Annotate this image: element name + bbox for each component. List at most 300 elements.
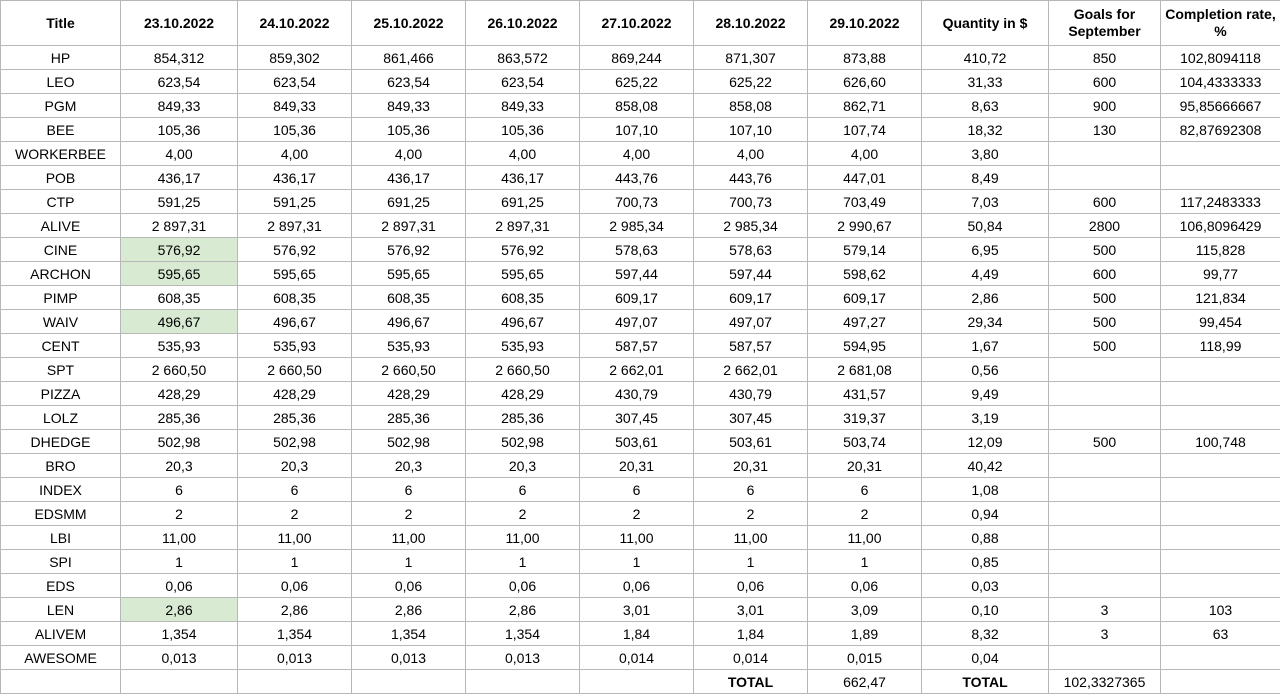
cell-date-3[interactable]: 2 897,31 [352,214,466,238]
cell-date-5[interactable]: 430,79 [580,382,694,406]
cell-date-1[interactable]: 2 897,31 [121,214,238,238]
cell-date-5[interactable]: 0,06 [580,574,694,598]
cell-date-5[interactable]: 1 [580,550,694,574]
cell-date-5[interactable]: 2 [580,502,694,526]
cell-completion[interactable] [1161,166,1280,190]
cell-completion[interactable] [1161,454,1280,478]
cell-date-4[interactable]: 623,54 [466,70,580,94]
cell-date-7[interactable]: 4,00 [808,142,922,166]
cell-date-1[interactable]: 502,98 [121,430,238,454]
cell-date-4[interactable]: 849,33 [466,94,580,118]
total-label-2[interactable]: TOTAL [922,670,1049,694]
cell-date-6[interactable]: 2 [694,502,808,526]
cell-date-2[interactable]: 11,00 [238,526,352,550]
header-goals[interactable]: Goals for September [1049,1,1161,46]
cell-title[interactable]: EDS [1,574,121,598]
cell-date-5[interactable]: 20,31 [580,454,694,478]
cell-goal[interactable]: 600 [1049,262,1161,286]
cell-date-1[interactable]: 0,06 [121,574,238,598]
cell-date-5[interactable]: 6 [580,478,694,502]
cell-date-5[interactable]: 625,22 [580,70,694,94]
cell-date-1[interactable]: 436,17 [121,166,238,190]
cell-date-2[interactable]: 2 897,31 [238,214,352,238]
cell-title[interactable]: WAIV [1,310,121,334]
cell-date-2[interactable]: 4,00 [238,142,352,166]
cell-date-3[interactable]: 849,33 [352,94,466,118]
cell-date-3[interactable]: 595,65 [352,262,466,286]
cell-title[interactable]: SPI [1,550,121,574]
cell-date-2[interactable]: 2 660,50 [238,358,352,382]
cell-date-7[interactable]: 2 [808,502,922,526]
cell-date-6[interactable]: 609,17 [694,286,808,310]
cell-date-7[interactable]: 626,60 [808,70,922,94]
cell-date-1[interactable]: 1,354 [121,622,238,646]
cell-title[interactable]: LEN [1,598,121,622]
cell-date-1[interactable]: 285,36 [121,406,238,430]
cell-completion[interactable]: 100,748 [1161,430,1280,454]
cell-completion[interactable] [1161,142,1280,166]
cell-date-5[interactable]: 307,45 [580,406,694,430]
cell-goal[interactable]: 500 [1049,310,1161,334]
cell-completion[interactable] [1161,358,1280,382]
cell-date-3[interactable]: 11,00 [352,526,466,550]
header-date-7[interactable]: 29.10.2022 [808,1,922,46]
cell-goal[interactable] [1049,550,1161,574]
cell-date-6[interactable]: 443,76 [694,166,808,190]
cell-title[interactable]: SPT [1,358,121,382]
cell-date-2[interactable]: 502,98 [238,430,352,454]
header-date-2[interactable]: 24.10.2022 [238,1,352,46]
cell-date-4[interactable]: 0,06 [466,574,580,598]
cell-date-4[interactable]: 20,3 [466,454,580,478]
cell-date-5[interactable]: 609,17 [580,286,694,310]
cell-date-5[interactable]: 2 985,34 [580,214,694,238]
cell-date-4[interactable]: 502,98 [466,430,580,454]
cell-date-1[interactable]: 1 [121,550,238,574]
cell-goal[interactable] [1049,166,1161,190]
cell-date-3[interactable]: 608,35 [352,286,466,310]
cell-completion[interactable]: 104,4333333 [1161,70,1280,94]
cell-date-1[interactable]: 6 [121,478,238,502]
cell-quantity[interactable]: 0,04 [922,646,1049,670]
cell-date-5[interactable]: 0,014 [580,646,694,670]
cell-quantity[interactable]: 0,03 [922,574,1049,598]
cell-date-6[interactable]: 0,014 [694,646,808,670]
cell-title[interactable]: PIZZA [1,382,121,406]
cell-date-3[interactable]: 4,00 [352,142,466,166]
cell-date-2[interactable]: 436,17 [238,166,352,190]
cell-date-2[interactable]: 1,354 [238,622,352,646]
cell-quantity[interactable]: 8,49 [922,166,1049,190]
cell-date-7[interactable]: 503,74 [808,430,922,454]
cell-quantity[interactable]: 8,32 [922,622,1049,646]
cell-date-1[interactable]: 595,65 [121,262,238,286]
cell-date-7[interactable]: 431,57 [808,382,922,406]
cell-goal[interactable] [1049,478,1161,502]
cell-goal[interactable] [1049,406,1161,430]
cell-date-4[interactable]: 4,00 [466,142,580,166]
cell-date-7[interactable]: 594,95 [808,334,922,358]
cell-date-2[interactable]: 20,3 [238,454,352,478]
cell-quantity[interactable]: 410,72 [922,46,1049,70]
cell-date-6[interactable]: 2 985,34 [694,214,808,238]
cell-date-1[interactable]: 576,92 [121,238,238,262]
cell-date-4[interactable]: 0,013 [466,646,580,670]
table-cell[interactable] [121,670,238,694]
cell-title[interactable]: LBI [1,526,121,550]
cell-goal[interactable]: 3 [1049,598,1161,622]
cell-title[interactable]: HP [1,46,121,70]
cell-date-5[interactable]: 858,08 [580,94,694,118]
cell-goal[interactable]: 130 [1049,118,1161,142]
cell-quantity[interactable]: 9,49 [922,382,1049,406]
cell-date-3[interactable]: 502,98 [352,430,466,454]
cell-date-5[interactable]: 4,00 [580,142,694,166]
cell-title[interactable]: LEO [1,70,121,94]
cell-date-1[interactable]: 0,013 [121,646,238,670]
header-completion[interactable]: Completion rate, % [1161,1,1280,46]
cell-goal[interactable]: 500 [1049,238,1161,262]
cell-date-6[interactable]: 497,07 [694,310,808,334]
header-quantity[interactable]: Quantity in $ [922,1,1049,46]
cell-completion[interactable]: 103 [1161,598,1280,622]
cell-date-4[interactable]: 691,25 [466,190,580,214]
cell-title[interactable]: EDSMM [1,502,121,526]
header-date-5[interactable]: 27.10.2022 [580,1,694,46]
cell-title[interactable]: BEE [1,118,121,142]
cell-date-6[interactable]: 0,06 [694,574,808,598]
cell-completion[interactable] [1161,478,1280,502]
cell-date-3[interactable]: 2,86 [352,598,466,622]
cell-date-6[interactable]: 858,08 [694,94,808,118]
cell-date-2[interactable]: 1 [238,550,352,574]
cell-date-7[interactable]: 2 681,08 [808,358,922,382]
cell-date-4[interactable]: 496,67 [466,310,580,334]
cell-completion[interactable] [1161,646,1280,670]
cell-date-6[interactable]: 20,31 [694,454,808,478]
cell-date-7[interactable]: 1 [808,550,922,574]
cell-date-6[interactable]: 587,57 [694,334,808,358]
cell-date-1[interactable]: 11,00 [121,526,238,550]
cell-date-5[interactable]: 497,07 [580,310,694,334]
cell-goal[interactable]: 600 [1049,190,1161,214]
cell-title[interactable]: WORKERBEE [1,142,121,166]
quantity-total[interactable]: 662,47 [808,670,922,694]
cell-date-6[interactable]: 307,45 [694,406,808,430]
cell-date-4[interactable]: 428,29 [466,382,580,406]
cell-date-6[interactable]: 871,307 [694,46,808,70]
cell-date-6[interactable]: 503,61 [694,430,808,454]
cell-date-2[interactable]: 535,93 [238,334,352,358]
table-cell[interactable] [1,670,121,694]
cell-date-5[interactable]: 700,73 [580,190,694,214]
cell-quantity[interactable]: 3,80 [922,142,1049,166]
cell-date-5[interactable]: 107,10 [580,118,694,142]
cell-date-3[interactable]: 691,25 [352,190,466,214]
cell-quantity[interactable]: 7,03 [922,190,1049,214]
cell-title[interactable]: ARCHON [1,262,121,286]
cell-completion[interactable]: 63 [1161,622,1280,646]
cell-date-5[interactable]: 503,61 [580,430,694,454]
table-cell[interactable] [352,670,466,694]
cell-date-1[interactable]: 4,00 [121,142,238,166]
cell-date-3[interactable]: 623,54 [352,70,466,94]
cell-date-7[interactable]: 1,89 [808,622,922,646]
cell-date-3[interactable]: 535,93 [352,334,466,358]
cell-date-5[interactable]: 587,57 [580,334,694,358]
cell-date-7[interactable]: 0,015 [808,646,922,670]
cell-date-5[interactable]: 443,76 [580,166,694,190]
cell-date-4[interactable]: 436,17 [466,166,580,190]
cell-date-4[interactable]: 576,92 [466,238,580,262]
header-date-6[interactable]: 28.10.2022 [694,1,808,46]
completion-total[interactable]: 102,3327365 [1049,670,1161,694]
cell-date-7[interactable]: 6 [808,478,922,502]
cell-date-2[interactable]: 428,29 [238,382,352,406]
cell-quantity[interactable]: 2,86 [922,286,1049,310]
cell-date-2[interactable]: 591,25 [238,190,352,214]
cell-date-1[interactable]: 20,3 [121,454,238,478]
cell-date-4[interactable]: 1,354 [466,622,580,646]
cell-date-3[interactable]: 0,013 [352,646,466,670]
cell-goal[interactable] [1049,142,1161,166]
cell-completion[interactable]: 95,85666667 [1161,94,1280,118]
cell-goal[interactable] [1049,502,1161,526]
cell-date-7[interactable]: 497,27 [808,310,922,334]
cell-date-6[interactable]: 1,84 [694,622,808,646]
cell-date-1[interactable]: 2 [121,502,238,526]
cell-date-7[interactable]: 0,06 [808,574,922,598]
cell-date-1[interactable]: 608,35 [121,286,238,310]
cell-title[interactable]: ALIVEM [1,622,121,646]
total-label[interactable]: TOTAL [694,670,808,694]
cell-title[interactable]: ALIVE [1,214,121,238]
cell-quantity[interactable]: 12,09 [922,430,1049,454]
cell-date-2[interactable]: 105,36 [238,118,352,142]
cell-date-1[interactable]: 535,93 [121,334,238,358]
cell-date-7[interactable]: 598,62 [808,262,922,286]
cell-title[interactable]: CENT [1,334,121,358]
cell-completion[interactable]: 118,99 [1161,334,1280,358]
cell-completion[interactable]: 99,77 [1161,262,1280,286]
cell-date-3[interactable]: 2 660,50 [352,358,466,382]
cell-date-7[interactable]: 447,01 [808,166,922,190]
cell-quantity[interactable]: 3,19 [922,406,1049,430]
cell-date-1[interactable]: 854,312 [121,46,238,70]
cell-date-7[interactable]: 703,49 [808,190,922,214]
cell-completion[interactable] [1161,550,1280,574]
cell-date-2[interactable]: 0,013 [238,646,352,670]
cell-quantity[interactable]: 40,42 [922,454,1049,478]
cell-date-3[interactable]: 285,36 [352,406,466,430]
cell-quantity[interactable]: 18,32 [922,118,1049,142]
cell-date-4[interactable]: 2 660,50 [466,358,580,382]
cell-quantity[interactable]: 1,67 [922,334,1049,358]
cell-date-1[interactable]: 428,29 [121,382,238,406]
cell-date-3[interactable]: 6 [352,478,466,502]
cell-date-4[interactable]: 1 [466,550,580,574]
cell-quantity[interactable]: 0,56 [922,358,1049,382]
table-cell[interactable] [466,670,580,694]
cell-date-4[interactable]: 608,35 [466,286,580,310]
cell-goal[interactable]: 2800 [1049,214,1161,238]
cell-date-2[interactable]: 2 [238,502,352,526]
cell-quantity[interactable]: 31,33 [922,70,1049,94]
cell-date-7[interactable]: 319,37 [808,406,922,430]
cell-date-6[interactable]: 2 662,01 [694,358,808,382]
cell-date-5[interactable]: 1,84 [580,622,694,646]
cell-date-7[interactable]: 20,31 [808,454,922,478]
cell-date-5[interactable]: 3,01 [580,598,694,622]
cell-goal[interactable] [1049,574,1161,598]
cell-date-3[interactable]: 861,466 [352,46,466,70]
cell-quantity[interactable]: 0,94 [922,502,1049,526]
cell-date-2[interactable]: 623,54 [238,70,352,94]
cell-date-2[interactable]: 595,65 [238,262,352,286]
cell-title[interactable]: INDEX [1,478,121,502]
cell-title[interactable]: PGM [1,94,121,118]
cell-title[interactable]: POB [1,166,121,190]
table-cell[interactable] [580,670,694,694]
cell-quantity[interactable]: 6,95 [922,238,1049,262]
cell-title[interactable]: LOLZ [1,406,121,430]
cell-date-6[interactable]: 597,44 [694,262,808,286]
cell-completion[interactable] [1161,382,1280,406]
cell-date-3[interactable]: 436,17 [352,166,466,190]
cell-title[interactable]: BRO [1,454,121,478]
cell-completion[interactable]: 102,8094118 [1161,46,1280,70]
cell-date-2[interactable]: 849,33 [238,94,352,118]
cell-date-2[interactable]: 496,67 [238,310,352,334]
cell-date-3[interactable]: 576,92 [352,238,466,262]
cell-goal[interactable]: 850 [1049,46,1161,70]
cell-completion[interactable]: 99,454 [1161,310,1280,334]
cell-date-4[interactable]: 6 [466,478,580,502]
table-cell[interactable] [1161,670,1280,694]
cell-date-1[interactable]: 2,86 [121,598,238,622]
cell-date-7[interactable]: 3,09 [808,598,922,622]
cell-completion[interactable]: 121,834 [1161,286,1280,310]
cell-date-1[interactable]: 849,33 [121,94,238,118]
cell-quantity[interactable]: 29,34 [922,310,1049,334]
cell-goal[interactable]: 500 [1049,286,1161,310]
cell-date-4[interactable]: 595,65 [466,262,580,286]
cell-completion[interactable] [1161,574,1280,598]
cell-completion[interactable] [1161,526,1280,550]
cell-goal[interactable] [1049,358,1161,382]
cell-date-4[interactable]: 863,572 [466,46,580,70]
cell-date-7[interactable]: 107,74 [808,118,922,142]
cell-date-5[interactable]: 869,244 [580,46,694,70]
cell-quantity[interactable]: 4,49 [922,262,1049,286]
cell-date-4[interactable]: 105,36 [466,118,580,142]
cell-date-1[interactable]: 105,36 [121,118,238,142]
cell-date-4[interactable]: 11,00 [466,526,580,550]
cell-date-5[interactable]: 578,63 [580,238,694,262]
cell-goal[interactable]: 500 [1049,430,1161,454]
cell-date-7[interactable]: 873,88 [808,46,922,70]
cell-date-1[interactable]: 591,25 [121,190,238,214]
cell-date-3[interactable]: 105,36 [352,118,466,142]
cell-date-4[interactable]: 2 897,31 [466,214,580,238]
cell-goal[interactable] [1049,646,1161,670]
cell-date-7[interactable]: 2 990,67 [808,214,922,238]
cell-quantity[interactable]: 0,85 [922,550,1049,574]
cell-title[interactable]: PIMP [1,286,121,310]
cell-title[interactable]: AWESOME [1,646,121,670]
cell-date-5[interactable]: 597,44 [580,262,694,286]
cell-date-4[interactable]: 2,86 [466,598,580,622]
cell-date-4[interactable]: 2 [466,502,580,526]
cell-completion[interactable]: 117,2483333 [1161,190,1280,214]
cell-date-2[interactable]: 2,86 [238,598,352,622]
cell-quantity[interactable]: 0,10 [922,598,1049,622]
cell-date-2[interactable]: 608,35 [238,286,352,310]
cell-completion[interactable]: 115,828 [1161,238,1280,262]
cell-date-4[interactable]: 285,36 [466,406,580,430]
cell-completion[interactable]: 82,87692308 [1161,118,1280,142]
cell-date-3[interactable]: 428,29 [352,382,466,406]
cell-date-2[interactable]: 576,92 [238,238,352,262]
header-date-3[interactable]: 25.10.2022 [352,1,466,46]
cell-completion[interactable] [1161,502,1280,526]
cell-date-6[interactable]: 1 [694,550,808,574]
cell-date-3[interactable]: 1 [352,550,466,574]
cell-date-6[interactable]: 107,10 [694,118,808,142]
cell-date-5[interactable]: 2 662,01 [580,358,694,382]
cell-date-6[interactable]: 11,00 [694,526,808,550]
cell-date-2[interactable]: 285,36 [238,406,352,430]
cell-quantity[interactable]: 1,08 [922,478,1049,502]
cell-date-3[interactable]: 1,354 [352,622,466,646]
header-date-1[interactable]: 23.10.2022 [121,1,238,46]
cell-date-3[interactable]: 20,3 [352,454,466,478]
cell-date-7[interactable]: 579,14 [808,238,922,262]
table-cell[interactable] [238,670,352,694]
cell-date-4[interactable]: 535,93 [466,334,580,358]
cell-date-1[interactable]: 623,54 [121,70,238,94]
cell-goal[interactable] [1049,454,1161,478]
cell-date-2[interactable]: 6 [238,478,352,502]
cell-goal[interactable]: 600 [1049,70,1161,94]
cell-quantity[interactable]: 8,63 [922,94,1049,118]
cell-goal[interactable]: 3 [1049,622,1161,646]
cell-date-6[interactable]: 430,79 [694,382,808,406]
cell-date-6[interactable]: 6 [694,478,808,502]
cell-goal[interactable]: 500 [1049,334,1161,358]
header-date-4[interactable]: 26.10.2022 [466,1,580,46]
cell-date-6[interactable]: 3,01 [694,598,808,622]
header-title[interactable]: Title [1,1,121,46]
cell-title[interactable]: CTP [1,190,121,214]
cell-date-1[interactable]: 496,67 [121,310,238,334]
cell-title[interactable]: CINE [1,238,121,262]
cell-title[interactable]: DHEDGE [1,430,121,454]
cell-completion[interactable] [1161,406,1280,430]
cell-quantity[interactable]: 0,88 [922,526,1049,550]
cell-date-7[interactable]: 11,00 [808,526,922,550]
cell-date-7[interactable]: 609,17 [808,286,922,310]
cell-date-6[interactable]: 578,63 [694,238,808,262]
cell-date-6[interactable]: 4,00 [694,142,808,166]
cell-date-2[interactable]: 0,06 [238,574,352,598]
cell-date-3[interactable]: 2 [352,502,466,526]
cell-date-3[interactable]: 0,06 [352,574,466,598]
cell-date-1[interactable]: 2 660,50 [121,358,238,382]
cell-date-3[interactable]: 496,67 [352,310,466,334]
cell-completion[interactable]: 106,8096429 [1161,214,1280,238]
cell-date-6[interactable]: 625,22 [694,70,808,94]
